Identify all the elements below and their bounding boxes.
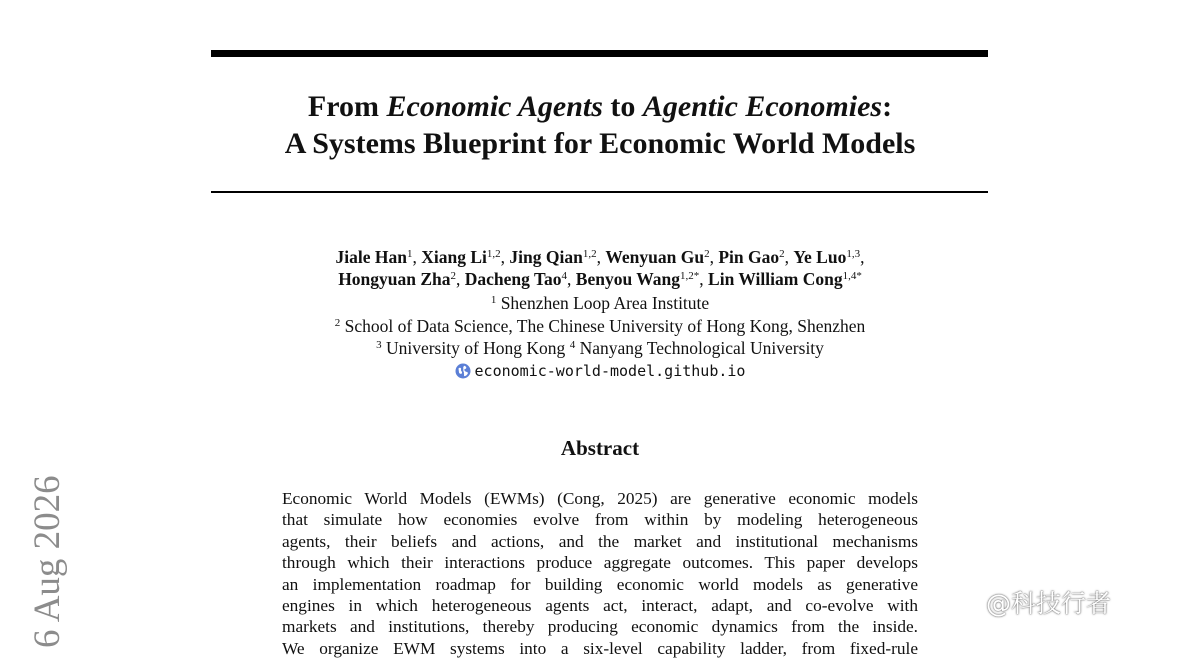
paper-title [200,88,1000,162]
affiliation: $^2$ School of Data Science, The Chinese University of Hong Kong, Shenzhen [334,315,866,336]
affiliation-list [200,292,1000,384]
abstract-line: agents, their beliefs and actions, and the market and institutional mechanisms [282,531,918,551]
watermark [986,584,1111,620]
abstract-heading: Abstract [560,436,640,460]
abstract-line: markets and institutions, thereby producing economic dynamics from the inside. [282,617,918,637]
abstract-line: Economic World Models (EWMs) (Cong, 2025) are generative economic models [282,489,918,508]
abstract-line: engines in which heterogeneous agents act, interact, adapt, and co-evolve with [282,596,918,616]
abstract-line: an implementation roadmap for building economic world models as generative [282,574,918,594]
title-bottom-rule [211,191,988,193]
project-link[interactable] [455,360,746,383]
abstract-line: that simulate how economies evolve from within by modeling heterogeneous [282,510,918,530]
side-date-stamp: 6 Aug 2026 [27,475,68,648]
watermark-text: @科技行者 [986,589,1112,618]
author: Ye Luo$^{1,3}$, [793,247,865,267]
title-line-2: A Systems Blueprint for Economic World Models [284,127,916,160]
author: Pin Gao$^2$, [718,247,794,267]
affiliation: $^1$ Shenzhen Loop Area Institute [490,293,710,313]
abstract-line: We organize EWM systems into a six-level capability ladder, from fixed-rule [282,638,918,658]
author: Dacheng Tao$^4$, [464,269,576,289]
author-line-2 [200,268,1000,290]
author: Xiang Li$^{1,2}$, [421,247,510,267]
title-text: From [307,90,387,123]
abstract-body [282,488,918,659]
author: Wenyuan Gu$^2$, [605,247,719,267]
title-top-rule [211,50,988,57]
title-italic: Agentic Economies [642,90,883,123]
title-text: : [882,90,893,123]
title-italic: Economic Agents [386,90,603,123]
affiliation: $^3$ University of Hong Kong $^4$ Nanyang Technological University [376,338,824,358]
author: Jing Qian$^{1,2}$, [509,247,606,267]
project-url[interactable]: economic-world-model.github.io [474,361,746,380]
author: Lin William Cong$^{1,4*}$ [708,269,862,289]
author: Hongyuan Zha$^2$, [338,269,465,289]
globe-icon [455,363,471,379]
abstract-line: through which their interactions produce aggregate outcomes. This paper develops [282,553,918,573]
project-link-row [200,360,1000,385]
author: Jiale Han$^1$, [335,247,422,267]
author-list [200,246,1000,290]
author-line-1 [200,246,1000,268]
title-line-1 [200,88,1000,125]
author: Benyou Wang$^{1,2*}$, [575,269,709,289]
title-text: to [602,90,643,123]
